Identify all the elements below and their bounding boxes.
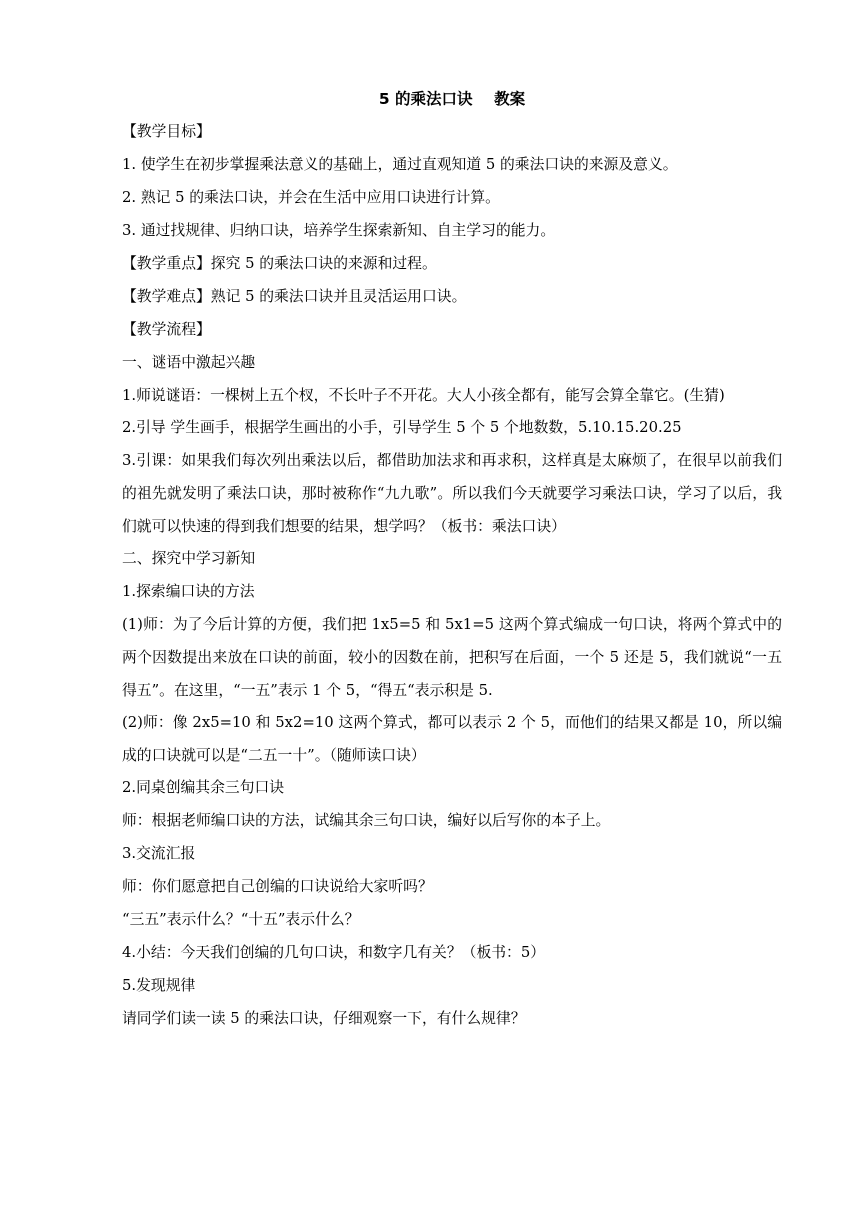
key-point-text: 探究 5 的乘法口诀的来源和过程。 — [210, 255, 437, 272]
key-point — [122, 253, 782, 275]
difficulty-text: 熟记 5 的乘法口诀并且灵活运用口诀。 — [210, 288, 467, 305]
paragraph: 请同学们读一读 5 的乘法口诀，仔细观察一下，有什么规律？ — [122, 1010, 526, 1027]
subsection-heading: 1.探索编口诀的方法 — [122, 583, 255, 600]
paragraph: 1.师说谜语：一棵树上五个杈，不长叶子不开花。大人小孩全都有，能写会算全靠它。(生猜) — [122, 387, 725, 404]
subsection-heading: 2.同桌创编其余三句口诀 — [122, 779, 285, 796]
paragraph: 3.引课：如果我们每次列出乘法以后，都借助加法求和再求积，这样真是太麻烦了，在很早以前我们的祖先就发明了乘法口诀，那时被称作“九九歌”。所以我们今天就要学习乘法口诀，学习了以后，我们就可以快速的得到我们想要的结果，想学吗？（板书：乘法口诀） — [122, 452, 782, 535]
paragraph: 4.小结：今天我们创编的几句口诀，和数字几有关？（板书：5） — [122, 944, 546, 961]
difficulty — [122, 286, 782, 308]
key-point-label: 【教学重点】 — [122, 255, 211, 272]
paragraph: 2.引导 学生画手，根据学生画出的小手，引导学生 5 个 5 个地数数，5.10.15.20.25 — [122, 419, 682, 436]
paragraph: (1)师：为了今后计算的方便，我们把 1x5=5 和 5x1=5 这两个算式编成一句口诀，将两个算式中的两个因数提出来放在口诀的前面，较小的因数在前，把积写在后面，一个 5 还是 5，我们就说“一五得五”。在这里，“一五”表示 1 个 5，“得五“表示积是 5. — [122, 616, 782, 699]
section-heading: 二、探究中学习新知 — [122, 550, 256, 567]
paragraph: (2)师：像 2x5=10 和 5x2=10 这两个算式，都可以表示 2 个 5，而他们的结果又都是 10，所以编成的口诀就可以是“二五一十”。（随师读口诀） — [122, 714, 782, 764]
lesson-plan-page — [122, 88, 782, 1041]
process-heading: 【教学流程】 — [122, 321, 211, 338]
subsection-heading: 5.发现规律 — [122, 977, 196, 994]
objectives-heading: 【教学目标】 — [122, 123, 211, 140]
paragraph: 师：你们愿意把自己创编的口诀说给大家听吗？ — [122, 878, 433, 895]
objective-item: 3. 通过找规律、归纳口诀，培养学生探索新知、自主学习的能力。 — [122, 222, 556, 239]
objective-item: 2. 熟记 5 的乘法口诀，并会在生活中应用口诀进行计算。 — [122, 189, 500, 206]
difficulty-label: 【教学难点】 — [122, 288, 211, 305]
objective-item: 1. 使学生在初步掌握乘法意义的基础上，通过直观知道 5 的乘法口诀的来源及意义。 — [122, 156, 678, 173]
section-heading: 一、谜语中激起兴趣 — [122, 354, 256, 371]
paragraph: “三五”表示什么？“十五”表示什么？ — [122, 911, 360, 928]
document-title: 5 的乘法口诀 教案 — [378, 90, 526, 108]
subsection-heading: 3.交流汇报 — [122, 845, 196, 862]
paragraph: 师：根据老师编口诀的方法，试编其余三句口诀，编好以后写你的本子上。 — [122, 812, 611, 829]
